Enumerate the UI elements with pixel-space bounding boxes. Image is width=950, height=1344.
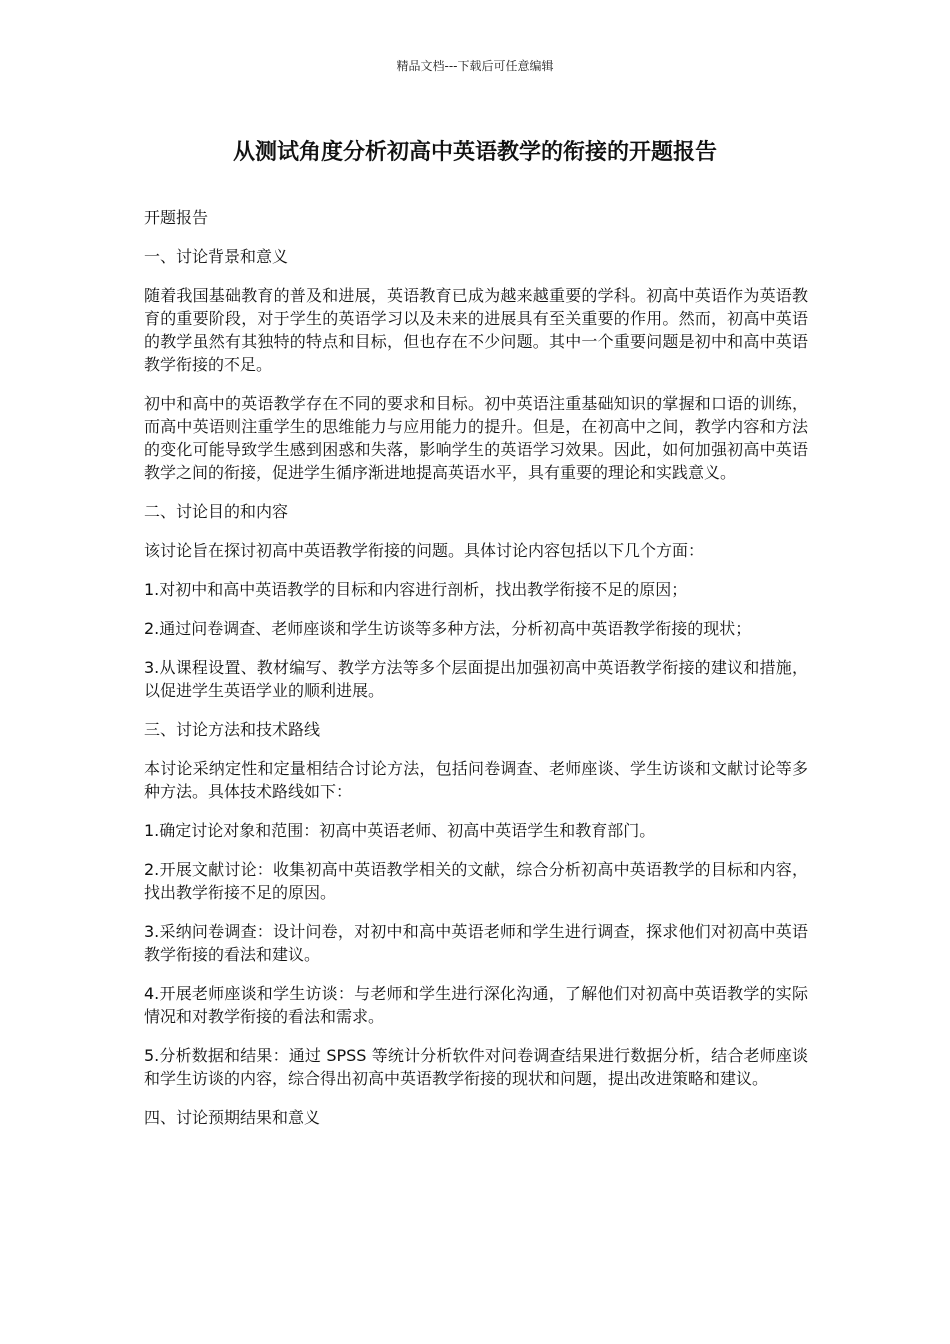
section-heading-background: 一、讨论背景和意义 — [144, 247, 289, 266]
list-item-purpose-3: 3.从课程设置、教材编写、教学方法等多个层面提出加强初高中英语教学衔接的建议和措施，以促进学生英语学业的顺利进展。 — [144, 658, 808, 700]
list-item-method-3: 3.采纳问卷调查：设计问卷，对初中和高中英语老师和学生进行调查，探求他们对初高中英语教学衔接的看法和建议。 — [144, 922, 808, 964]
paragraph-background-1: 随着我国基础教育的普及和进展，英语教育已成为越来越重要的学科。初高中英语作为英语教育的重要阶段，对于学生的英语学习以及未来的进展具有至关重要的作用。然而，初高中英语的教学虽然有其独特的特点和目标，但也存在不少问题。其中一个重要问题是初中和高中英语教学衔接的不足。 — [144, 286, 808, 374]
list-item-method-5: 5.分析数据和结果：通过 SPSS 等统计分析软件对问卷调查结果进行数据分析，结合老师座谈和学生访谈的内容，综合得出初高中英语教学衔接的现状和问题，提出改进策略和建议。 — [144, 1046, 808, 1088]
document-title: 从测试角度分析初高中英语教学的衔接的开题报告 — [232, 140, 717, 165]
list-item-method-4: 4.开展老师座谈和学生访谈：与老师和学生进行深化沟通，了解他们对初高中英语教学的实际情况和对教学衔接的看法和需求。 — [144, 984, 808, 1026]
list-item-method-2: 2.开展文献讨论：收集初高中英语教学相关的文献，综合分析初高中英语教学的目标和内容，找出教学衔接不足的原因。 — [144, 860, 808, 902]
header-note: 精品文档---下载后可任意编辑 — [396, 59, 554, 73]
section-heading-purpose: 二、讨论目的和内容 — [144, 502, 289, 521]
report-label: 开题报告 — [144, 208, 209, 227]
paragraph-background-2: 初中和高中的英语教学存在不同的要求和目标。初中英语注重基础知识的掌握和口语的训练，而高中英语则注重学生的思维能力与应用能力的提升。但是，在初高中之间，教学内容和方法的变化可能导致学生感到困惑和失落，影响学生的英语学习效果。因此，如何加强初高中英语教学之间的衔接，促进学生循序渐进地提高英语水平，具有重要的理论和实践意义。 — [144, 394, 808, 482]
list-item-purpose-2: 2.通过问卷调查、老师座谈和学生访谈等多种方法，分析初高中英语教学衔接的现状； — [144, 619, 752, 638]
paragraph-purpose-intro: 该讨论旨在探讨初高中英语教学衔接的问题。具体讨论内容包括以下几个方面： — [144, 541, 705, 560]
section-heading-expected-results: 四、讨论预期结果和意义 — [144, 1108, 321, 1127]
list-item-method-1: 1.确定讨论对象和范围：初高中英语老师、初高中英语学生和教育部门。 — [144, 821, 656, 840]
list-item-purpose-1: 1.对初中和高中英语教学的目标和内容进行剖析，找出教学衔接不足的原因； — [144, 580, 688, 599]
paragraph-methods-intro: 本讨论采纳定性和定量相结合讨论方法，包括问卷调查、老师座谈、学生访谈和文献讨论等多种方法。具体技术路线如下： — [144, 759, 808, 801]
section-heading-methods: 三、讨论方法和技术路线 — [144, 720, 321, 739]
document-body — [144, 206, 808, 1145]
